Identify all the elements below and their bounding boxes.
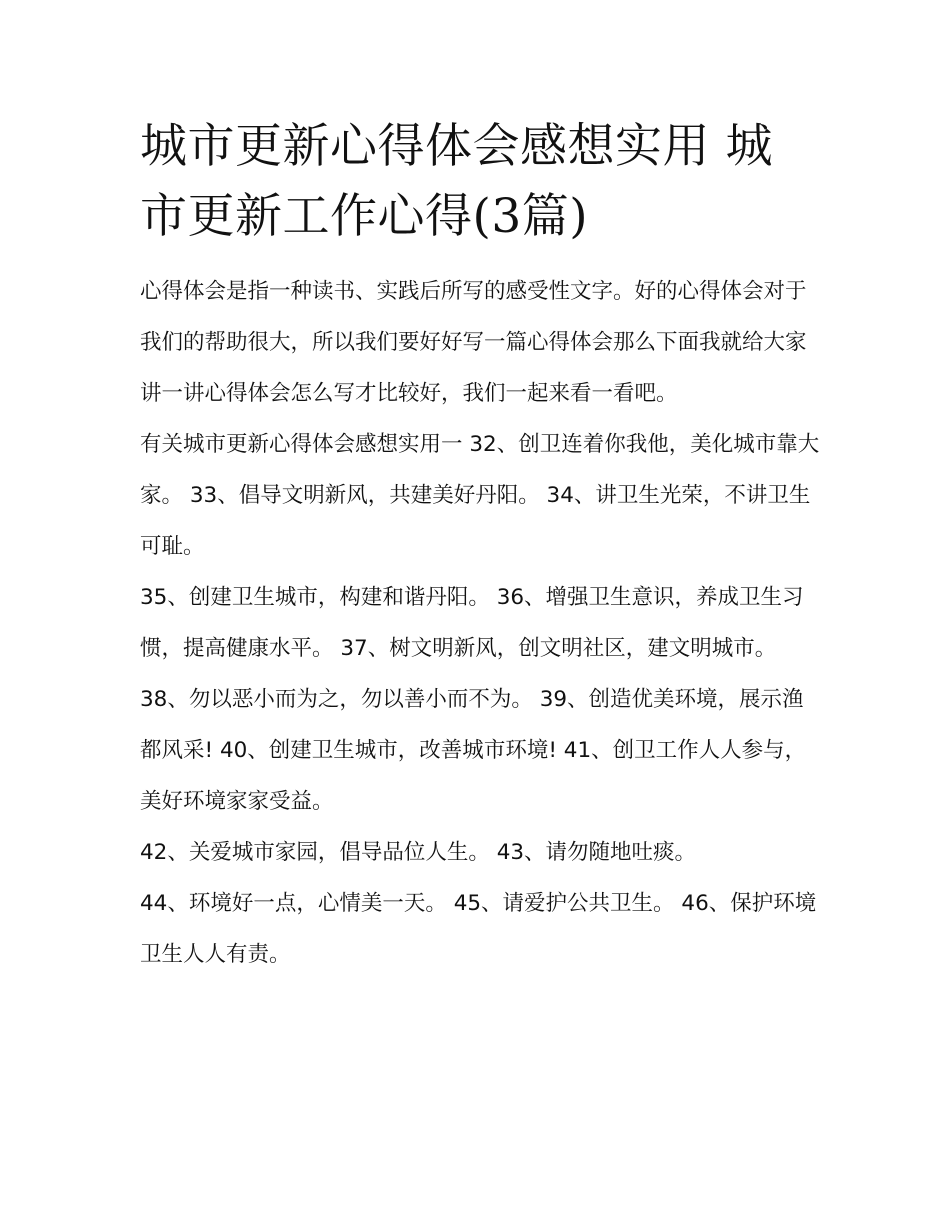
paragraph-slogans-32-34: 有关城市更新心得体会感想实用一 32、创卫连着你我他，美化城市靠大家。 33、倡导文明新风，共建美好丹阳。 34、讲卫生光荣，不讲卫生可耻。 <box>140 432 820 559</box>
paragraph-intro: 心得体会是指一种读书、实践后所写的感受性文字。好的心得体会对于我们的帮助很大，所以我们要好好写一篇心得体会那么下面我就给大家讲一讲心得体会怎么写才比较好，我们一起来看一看吧。 <box>140 279 807 406</box>
document-title: 城市更新心得体会感想实用 城市更新工作心得(3篇) <box>140 119 773 244</box>
paragraph-slogans-42-43: 42、关爱城市家园，倡导品位人生。 43、请勿随地吐痰。 <box>140 840 697 865</box>
document-body <box>140 266 820 980</box>
paragraph-slogans-38-41: 38、勿以恶小而为之，勿以善小而不为。 39、创造优美环境，展示渔都风采! 40、创建卫生城市，改善城市环境! 41、创卫工作人人参与，美好环境家家受益。 <box>140 687 807 814</box>
paragraph-slogans-35-37: 35、创建卫生城市，构建和谐丹阳。 36、增强卫生意识，养成卫生习惯，提高健康水平。 37、树文明新风，创文明社区，建文明城市。 <box>140 585 804 661</box>
document-content <box>140 112 820 980</box>
paragraph-slogans-44-46: 44、环境好一点，心情美一天。 45、请爱护公共卫生。 46、保护环境卫生人人有责。 <box>140 891 817 967</box>
